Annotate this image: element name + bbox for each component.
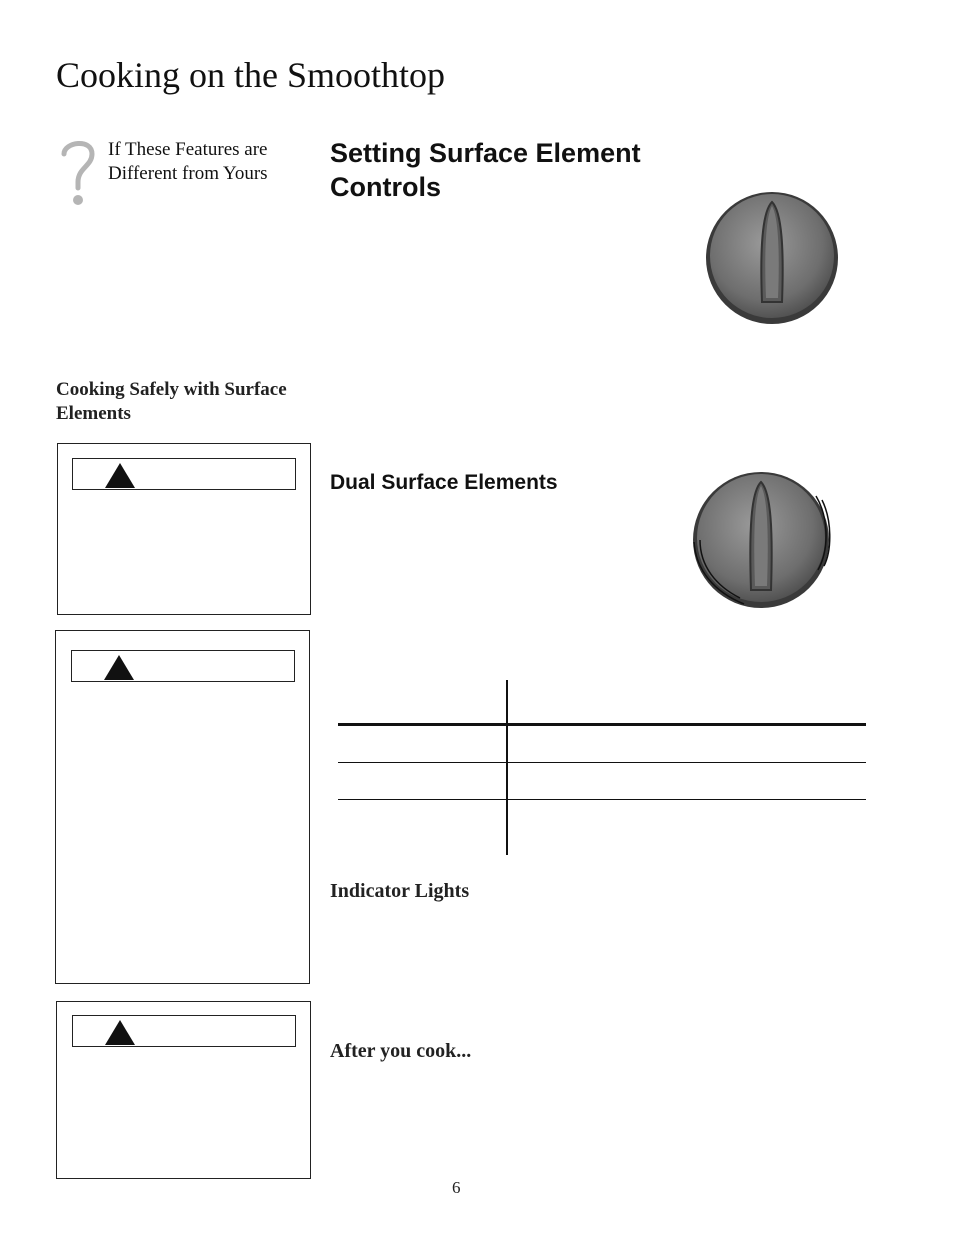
table-row-rule <box>338 762 866 763</box>
table-header-rule <box>338 723 866 726</box>
warning-triangle-icon <box>102 653 136 681</box>
control-knob-icon[interactable] <box>702 190 844 332</box>
warning-box <box>55 630 310 984</box>
indicator-lights-heading: Indicator Lights <box>330 880 470 902</box>
dual-elements-heading: Dual Surface Elements <box>330 471 558 494</box>
page-number: 6 <box>452 1178 461 1197</box>
warning-box <box>56 1001 311 1179</box>
dual-control-knob-icon[interactable] <box>690 470 832 612</box>
features-note: If These Features are Different from Yours <box>108 139 268 184</box>
warning-label-bar <box>72 1015 296 1047</box>
page-title: Cooking on the Smoothtop <box>56 55 446 95</box>
after-cooking-heading: After you cook... <box>330 1040 472 1062</box>
table-column-divider <box>506 680 508 855</box>
warning-label-bar <box>71 650 295 682</box>
warning-label-bar <box>72 458 296 490</box>
section-heading: Setting Surface Element Controls <box>330 138 641 202</box>
safety-heading: Cooking Safely with Surface Elements <box>56 379 287 424</box>
warning-triangle-icon <box>103 1018 137 1046</box>
table-row-rule <box>338 799 866 800</box>
warning-triangle-icon <box>103 461 137 489</box>
settings-table <box>338 680 866 855</box>
question-mark-icon <box>60 136 96 208</box>
warning-box <box>57 443 311 615</box>
